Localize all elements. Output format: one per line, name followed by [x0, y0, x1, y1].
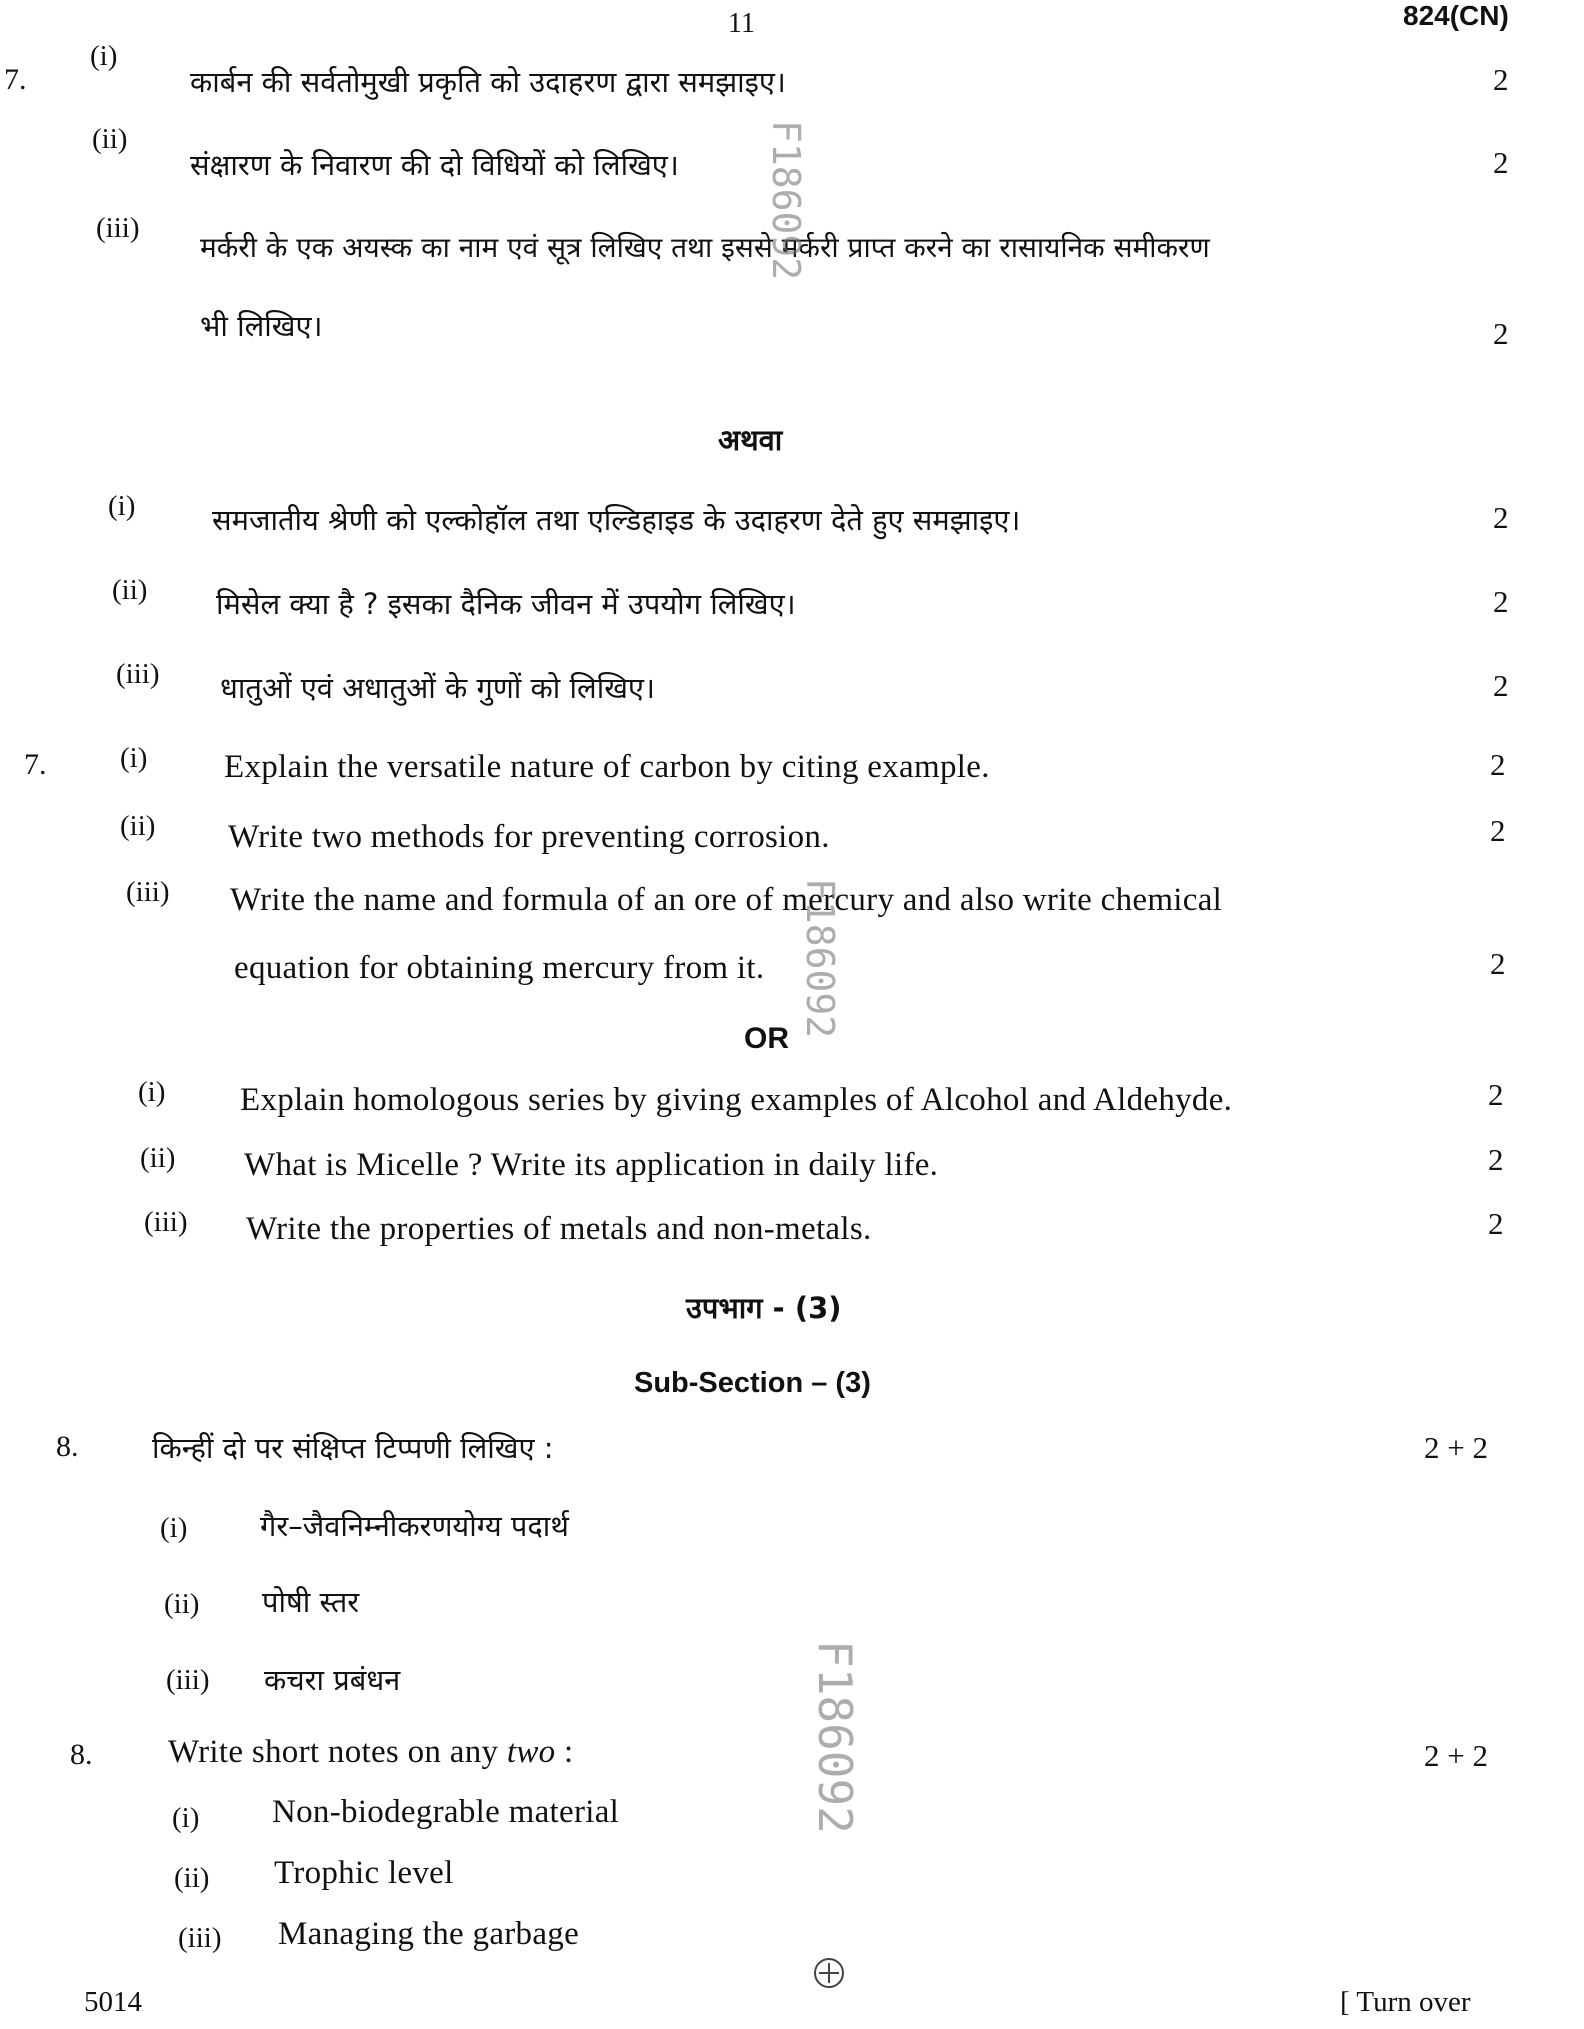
roman-label: (iii) [126, 876, 170, 908]
roman-label: (iii) [96, 212, 140, 244]
or-divider: अथवा [718, 423, 783, 457]
marks: 2 + 2 [1424, 1430, 1488, 1465]
question-text: Write the properties of metals and non-metals. [246, 1211, 872, 1247]
question-number: 7. [4, 63, 27, 96]
roman-label: (i) [138, 1076, 166, 1108]
prompt-emphasis: two [506, 1734, 556, 1770]
marks: 2 [1490, 747, 1506, 782]
roman-label: (i) [108, 490, 136, 522]
question-text: Write two methods for preventing corrosion. [228, 819, 830, 855]
note-item: पोषी स्तर [262, 1585, 360, 1619]
marks: 2 [1493, 62, 1509, 97]
paper-code: 824(CN) [1403, 0, 1509, 31]
question-text-continued: भी लिखिए। [200, 309, 323, 343]
note-item: Managing the garbage [278, 1916, 580, 1952]
roman-label: (iii) [144, 1206, 188, 1238]
question-text: Explain the versatile nature of carbon by citing example. [224, 749, 990, 785]
question-text: Explain homologous series by giving examples of Alcohol and Aldehyde. [240, 1082, 1233, 1118]
page-number: 11 [728, 8, 755, 39]
roman-label: (ii) [140, 1142, 176, 1174]
registration-mark-icon [814, 1958, 844, 1988]
marks: 2 [1493, 316, 1509, 351]
question-prompt: किन्हीं दो पर संक्षिप्त टिप्पणी लिखिए : [152, 1431, 554, 1465]
question-number: 8. [70, 1738, 93, 1771]
question-text-continued: equation for obtaining mercury from it. [234, 950, 765, 986]
marks: 2 [1488, 1077, 1504, 1112]
question-text: कार्बन की सर्वतोमुखी प्रकृति को उदाहरण द्वारा समझाइए। [190, 65, 786, 99]
watermark-stamp: F186092 [798, 878, 842, 1039]
roman-label: (iii) [166, 1664, 210, 1696]
roman-label: (i) [172, 1802, 200, 1834]
marks: 2 [1488, 1142, 1504, 1177]
note-item: Trophic level [274, 1855, 454, 1891]
note-item: कचरा प्रबंधन [264, 1663, 401, 1697]
roman-label: (ii) [164, 1588, 200, 1620]
marks: 2 [1490, 813, 1506, 848]
question-number: 7. [24, 748, 47, 781]
question-text: What is Micelle ? Write its application in daily life. [244, 1147, 939, 1183]
question-text: संक्षारण के निवारण की दो विधियों को लिखिए। [190, 148, 679, 182]
question-text: Write the name and formula of an ore of mercury and also write chemical [230, 882, 1223, 918]
note-item: Non-biodegrable material [272, 1794, 620, 1830]
marks: 2 [1493, 584, 1509, 619]
prompt-text: Write short notes on any [168, 1734, 507, 1770]
turn-over: [ Turn over [1340, 1986, 1471, 2018]
question-number: 8. [56, 1430, 79, 1463]
footer-code: 5014 [84, 1986, 142, 2018]
marks: 2 [1493, 145, 1509, 180]
roman-label: (ii) [112, 574, 148, 606]
roman-label: (ii) [120, 810, 156, 842]
marks: 2 [1490, 946, 1506, 981]
roman-label: (i) [160, 1512, 188, 1544]
question-prompt [168, 1734, 573, 1771]
marks: 2 [1488, 1206, 1504, 1241]
question-text: मर्करी के एक अयस्क का नाम एवं सूत्र लिखिए तथा इससे मर्करी प्राप्त करने का रासायनिक समीकरण [200, 231, 1210, 264]
question-text: मिसेल क्या है ? इसका दैनिक जीवन में उपयोग लिखिए। [216, 587, 796, 621]
roman-label: (iii) [178, 1922, 222, 1954]
subsection-heading-english: Sub-Section – (3) [634, 1367, 871, 1399]
marks: 2 [1493, 500, 1509, 535]
question-text: समजातीय श्रेणी को एल्कोहॉल तथा एल्डिहाइड के उदाहरण देते हुए समझाइए। [212, 503, 1021, 537]
roman-label: (i) [120, 742, 148, 774]
roman-label: (iii) [116, 658, 160, 690]
note-item: गैर–जैवनिम्नीकरणयोग्य पदार्थ [260, 1509, 569, 1543]
watermark-stamp: F186092 [808, 1640, 862, 1834]
roman-label: (i) [90, 40, 118, 72]
roman-label: (ii) [92, 123, 128, 155]
subsection-heading-hindi: उपभाग - (3) [686, 1291, 842, 1325]
roman-label: (ii) [174, 1862, 210, 1894]
watermark-stamp: F186092 [764, 120, 808, 281]
marks: 2 + 2 [1424, 1738, 1488, 1773]
question-text: धातुओं एवं अधातुओं के गुणों को लिखिए। [220, 671, 655, 705]
marks: 2 [1493, 668, 1509, 703]
or-divider: OR [744, 1022, 789, 1055]
prompt-colon: : [555, 1734, 574, 1770]
